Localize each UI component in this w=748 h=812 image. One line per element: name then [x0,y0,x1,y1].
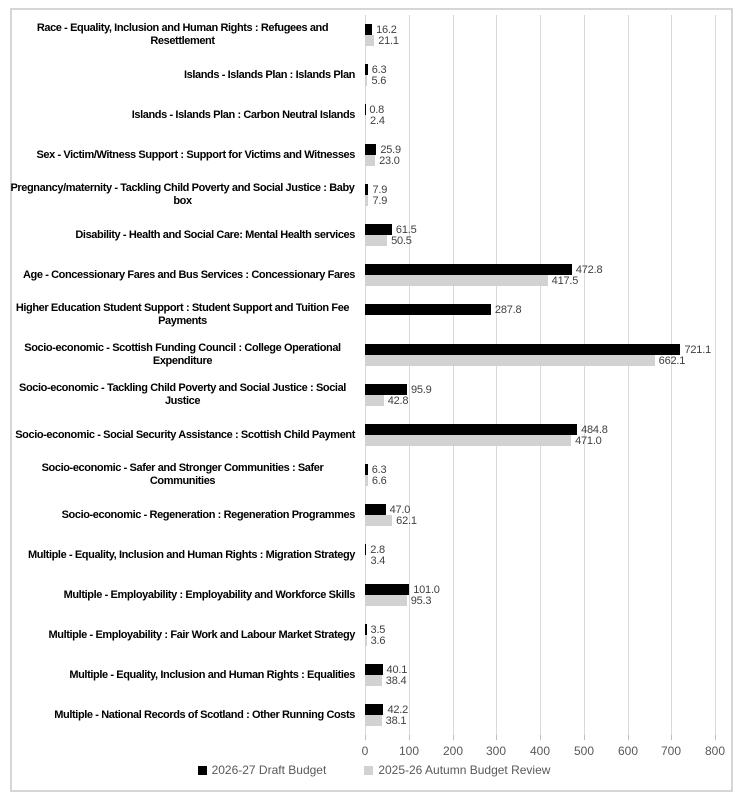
2025-26-autumn-budget-review-bar-line [365,115,748,126]
2026-27-draft-budget-bar-line [365,104,748,115]
category-label: Socio-economic - Scottish Funding Council : College Operational Expenditure [24,342,341,367]
data-label: 472.8 [575,263,603,276]
x-axis-tick-label: 600 [617,744,639,758]
2026-27-draft-budget-bar-line [365,424,748,435]
category-row [0,295,748,335]
2025-26-autumn-budget-review-bar [365,715,382,726]
2025-26-autumn-budget-review-bar-line [365,715,748,726]
2025-26-autumn-budget-review-bar [365,195,368,206]
2026-27-draft-budget-bar-line [365,224,748,235]
2025-26-autumn-budget-review-bar [365,35,374,46]
2025-26-autumn-budget-review-bar-line [365,155,748,166]
2025-26-autumn-budget-review-bar [365,115,366,126]
2025-26-autumn-budget-review-bar-line [365,435,748,446]
2025-26-autumn-budget-review-bar [365,235,387,246]
2026-27-draft-budget-bar [365,384,407,395]
data-label: 62.1 [396,514,417,527]
2025-26-autumn-budget-review-bar-line [365,475,748,486]
bar-group [365,415,748,455]
axis-tick [671,735,672,740]
2026-27-draft-budget-bar-line [365,624,748,635]
category-row [0,535,748,575]
data-label: 38.1 [385,714,407,727]
axis-tick [365,735,366,740]
2026-27-draft-budget-bar-line [365,184,748,195]
2025-26-autumn-budget-review-bar [365,155,375,166]
2026-27-draft-budget-bar-line [365,384,748,395]
bar-group [365,655,748,695]
axis-tick [628,735,629,740]
x-axis-tick-label: 700 [660,744,682,758]
category-row [0,375,748,415]
data-label: 3.4 [370,554,386,567]
2026-27-draft-budget-bar-line [365,504,748,515]
category-label: Socio-economic - Social Security Assistance : Scottish Child Payment [15,428,355,441]
2026-27-draft-budget-bar [365,64,368,75]
bar-group [365,15,748,55]
x-axis-tick-label: 300 [485,744,507,758]
legend-item [198,763,327,777]
bar-group [365,255,748,295]
x-axis-tick-label: 800 [704,744,726,758]
2026-27-draft-budget-bar [365,144,376,155]
bar-group [365,215,748,255]
2025-26-autumn-budget-review-bar-line [365,315,748,326]
2025-26-autumn-budget-review-bar [365,635,367,646]
category-row [0,175,748,215]
x-axis-tick-label: 400 [529,744,551,758]
2025-26-autumn-budget-review-bar [365,435,571,446]
2026-27-draft-budget-bar [365,264,572,275]
category-row [0,695,748,735]
2026-27-draft-budget-bar [365,184,368,195]
bar-group [365,55,748,95]
data-label: 2.4 [370,114,385,127]
2026-27-draft-budget-bar [365,344,680,355]
data-label: 721.1 [684,343,711,356]
category-row [0,575,748,615]
category-label: Islands - Islands Plan : Islands Plan [183,68,355,81]
2026-27-draft-budget-bar [365,624,367,635]
legend-swatch-icon [364,766,373,775]
legend [0,763,748,777]
category-label: Islands - Islands Plan : Carbon Neutral Islands [131,108,355,121]
2025-26-autumn-budget-review-bar [365,395,384,406]
2025-26-autumn-budget-review-bar [365,475,368,486]
data-label: 42.2 [387,703,409,716]
2026-27-draft-budget-bar [365,664,383,675]
bar-group [365,295,748,335]
2026-27-draft-budget-bar-line [365,584,748,595]
bar-group [365,375,748,415]
2025-26-autumn-budget-review-bar [365,555,366,566]
data-label: 662.1 [658,354,686,367]
category-label: Socio-economic - Regeneration : Regeneration Programmes [61,508,355,521]
data-label: 484.8 [581,423,608,436]
2025-26-autumn-budget-review-bar-line [365,675,748,686]
data-label: 6.6 [371,474,387,487]
data-label: 38.4 [385,674,407,687]
category-label: Socio-economic - Safer and Stronger Communities : Safer Communities [41,462,324,487]
data-label: 0.8 [369,103,385,116]
2025-26-autumn-budget-review-bar-line [365,635,748,646]
2025-26-autumn-budget-review-bar-line [365,355,748,366]
bar-group [365,135,748,175]
axis-tick [453,735,454,740]
data-label: 50.5 [391,234,412,247]
data-label: 61.5 [395,223,417,236]
category-label: Multiple - Equality, Inclusion and Human Rights : Equalities [69,668,355,681]
2026-27-draft-budget-bar [365,24,372,35]
2025-26-autumn-budget-review-bar-line [365,195,748,206]
category-row [0,255,748,295]
category-label: Multiple - National Records of Scotland : Other Running Costs [54,708,355,721]
2026-27-draft-budget-bar [365,544,366,555]
data-label: 3.6 [370,634,386,647]
2026-27-draft-budget-bar [365,224,392,235]
2025-26-autumn-budget-review-bar [365,75,367,86]
category-row [0,55,748,95]
category-label: Pregnancy/maternity - Tackling Child Poverty and Social Justice : Baby box [10,182,355,207]
x-axis-tick-label: 100 [398,744,420,758]
category-rows [0,15,748,735]
category-label: Age - Concessionary Fares and Bus Services : Concessionary Fares [22,268,355,281]
category-row [0,415,748,455]
category-row [0,455,748,495]
2026-27-draft-budget-bar [365,504,386,515]
bar-group [365,615,748,655]
axis-tick [409,735,410,740]
2026-27-draft-budget-bar [365,584,409,595]
legend-label: 2026-27 Draft Budget [211,763,327,777]
2026-27-draft-budget-bar [365,704,383,715]
2025-26-autumn-budget-review-bar-line [365,35,748,46]
data-label: 25.9 [380,143,401,156]
category-row [0,15,748,55]
data-label: 21.1 [378,34,399,47]
2025-26-autumn-budget-review-bar-line [365,275,748,286]
category-label: Multiple - Employability : Fair Work and Labour Market Strategy [48,628,355,641]
data-label: 40.1 [386,663,408,676]
2025-26-autumn-budget-review-bar-line [365,515,748,526]
category-row [0,335,748,375]
2026-27-draft-budget-bar-line [365,704,748,715]
2026-27-draft-budget-bar-line [365,264,748,275]
data-label: 2.8 [370,543,385,556]
legend-item [364,763,550,777]
category-row [0,95,748,135]
category-row [0,135,748,175]
2026-27-draft-budget-bar-line [365,304,748,315]
data-label: 101.0 [413,583,440,596]
bar-group [365,695,748,735]
2026-27-draft-budget-bar-line [365,464,748,475]
legend-label: 2025-26 Autumn Budget Review [378,763,551,777]
category-label: Disability - Health and Social Care: Mental Health services [75,228,355,241]
bar-group [365,175,748,215]
data-label: 7.9 [372,183,388,196]
category-row [0,495,748,535]
category-label: Sex - Victim/Witness Support : Support for Victims and Witnesses [36,148,355,161]
2026-27-draft-budget-bar [365,304,491,315]
2026-27-draft-budget-bar [365,464,368,475]
2025-26-autumn-budget-review-bar [365,355,655,366]
2025-26-autumn-budget-review-bar-line [365,595,748,606]
data-label: 6.3 [371,463,387,476]
data-label: 417.5 [551,274,579,287]
2026-27-draft-budget-bar-line [365,24,748,35]
2025-26-autumn-budget-review-bar [365,275,548,286]
axis-tick [584,735,585,740]
x-axis-tick-label: 500 [573,744,595,758]
bar-group [365,495,748,535]
category-row [0,655,748,695]
category-row [0,215,748,255]
data-label: 95.9 [410,383,432,396]
category-label: Multiple - Employability : Employability and Workforce Skills [63,588,355,601]
axis-tick [540,735,541,740]
data-label: 23.0 [379,154,400,167]
2026-27-draft-budget-bar-line [365,344,748,355]
data-label: 47.0 [389,503,411,516]
2026-27-draft-budget-bar-line [365,544,748,555]
2026-27-draft-budget-bar-line [365,664,748,675]
2025-26-autumn-budget-review-bar [365,515,392,526]
category-label: Multiple - Equality, Inclusion and Human Rights : Migration Strategy [27,548,355,561]
legend-swatch-icon [198,766,207,775]
2025-26-autumn-budget-review-bar [365,675,382,686]
2026-27-draft-budget-bar-line [365,144,748,155]
bar-group [365,335,748,375]
bar-group [365,455,748,495]
category-label: Socio-economic - Tackling Child Poverty and Social Justice : Social Justice [19,382,346,407]
category-row [0,615,748,655]
axis-tick [715,735,716,740]
bar-group [365,575,748,615]
data-label: 287.8 [494,303,522,316]
2026-27-draft-budget-bar-line [365,64,748,75]
2025-26-autumn-budget-review-bar-line [365,555,748,566]
category-label: Race - Equality, Inclusion and Human Rights : Refugees and Resettlement [36,22,329,47]
data-label: 5.6 [371,74,387,87]
category-label: Higher Education Student Support : Student Support and Tuition Fee Payments [15,302,350,327]
data-label: 95.3 [410,594,432,607]
data-label: 6.3 [371,63,387,76]
data-label: 16.2 [376,23,397,36]
x-axis-tick-label: 200 [442,744,464,758]
axis-tick [496,735,497,740]
2025-26-autumn-budget-review-bar-line [365,75,748,86]
x-axis-tick-label: 0 [361,744,369,758]
data-label: 42.8 [387,394,409,407]
2025-26-autumn-budget-review-bar [365,595,407,606]
data-label: 7.9 [372,194,388,207]
2026-27-draft-budget-bar [365,424,577,435]
data-label: 471.0 [575,434,602,447]
2025-26-autumn-budget-review-bar-line [365,395,748,406]
bar-group [365,95,748,135]
data-label: 3.5 [370,623,386,636]
2025-26-autumn-budget-review-bar-line [365,235,748,246]
bar-group [365,535,748,575]
